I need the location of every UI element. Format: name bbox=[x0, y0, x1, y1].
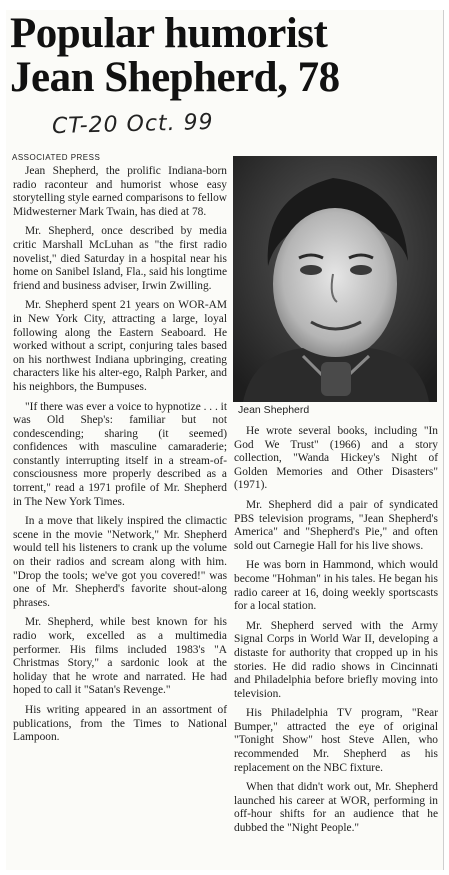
article-column-left bbox=[13, 165, 227, 751]
paragraph: His Philadelphia TV program, "Rear Bumper," attracted the eye of original "Tonight Show" host Steve Allen, who recommended Mr. Shepherd as his replacement on the NBC fixture. bbox=[234, 707, 438, 774]
paragraph: Mr. Shepherd, while best known for his radio work, excelled as a multimedia performer. His films included 1983's "A Christmas Story," a sardonic look at the holiday that he wrote and narrated. He had hoped to call it "Satan's Revenge." bbox=[13, 616, 227, 697]
paragraph: Mr. Shepherd spent 21 years on WOR-AM in New York City, attracting a large, loyal following along the Eastern Seaboard. He worked without a script, conjuring tales based on his northwest Indiana upbringing, creating characters like his alter-ego, Ralph Parker, and his neighbors, the Bumpuses. bbox=[13, 299, 227, 393]
paragraph: Jean Shepherd, the prolific Indiana-born radio raconteur and humorist whose easy storytelling style earned comparisons to fellow Midwesterner Mark Twain, has died at 78. bbox=[13, 165, 227, 218]
paragraph: Mr. Shepherd served with the Army Signal Corps in World War II, developing a distaste for authority that cropped up in his stories. He did radio shows in Cincinnati and Philadelphia before briefly moving into television. bbox=[234, 619, 438, 700]
paragraph: When that didn't work out, Mr. Shepherd launched his career at WOR, performing in off-hour shifts for an audience that he dubbed the "Night People." bbox=[234, 781, 438, 835]
headline-line-1: Popular humorist bbox=[10, 10, 328, 57]
headline-line-2: Jean Shepherd, 78 bbox=[10, 54, 340, 101]
photo-caption: Jean Shepherd bbox=[238, 404, 310, 416]
paragraph: In a move that likely inspired the climactic scene in the movie "Network," Mr. Shepherd would tell his listeners to crank up the volume on their radios and scream along with him. "Drop the tools; we've got you covered!" was one of Mr. Shepherd's favorite shout-along phrases. bbox=[13, 515, 227, 609]
portrait-illustration bbox=[233, 156, 437, 402]
paragraph: He wrote several books, including "In God We Trust" (1966) and a story collection, "Wanda Hickey's Night of Golden Memories and Other Disasters" (1971). bbox=[234, 425, 438, 492]
article-column-right bbox=[234, 425, 438, 842]
headline bbox=[10, 12, 440, 100]
portrait-photo bbox=[233, 156, 437, 402]
paragraph: He was born in Hammond, which would become "Hohman" in his tales. He began his radio career at 16, doing weekly sportscasts for a local station. bbox=[234, 559, 438, 613]
paragraph: "If there was ever a voice to hypnotize . . . it was Old Shep's: familiar but not condescending; sharing (it seemed) confidences with masculine camaraderie; constantly interrupting itself in a stream-of-consciousness more properly described as a torrent," read a 1971 profile of Mr. Shepherd in The New York Times. bbox=[13, 400, 228, 508]
paragraph: His writing appeared in an assortment of publications, from the Times to National Lampoon. bbox=[13, 703, 227, 744]
paragraph: Mr. Shepherd, once described by media critic Marshall McLuhan as "the first radio novelist," died Saturday in a hospital near his home on Sanibel Island, Fla., said his longtime friend and business adviser, Irwin Zwilling. bbox=[13, 225, 227, 292]
handwritten-date-note: CT-20 Oct. 99 bbox=[51, 109, 214, 140]
byline-credit: ASSOCIATED PRESS bbox=[12, 153, 101, 162]
paragraph: Mr. Shepherd did a pair of syndicated PBS television programs, "Jean Shepherd's America" and "Shepherd's Pie," and often sold out Carnegie Hall for his live shows. bbox=[234, 498, 438, 552]
